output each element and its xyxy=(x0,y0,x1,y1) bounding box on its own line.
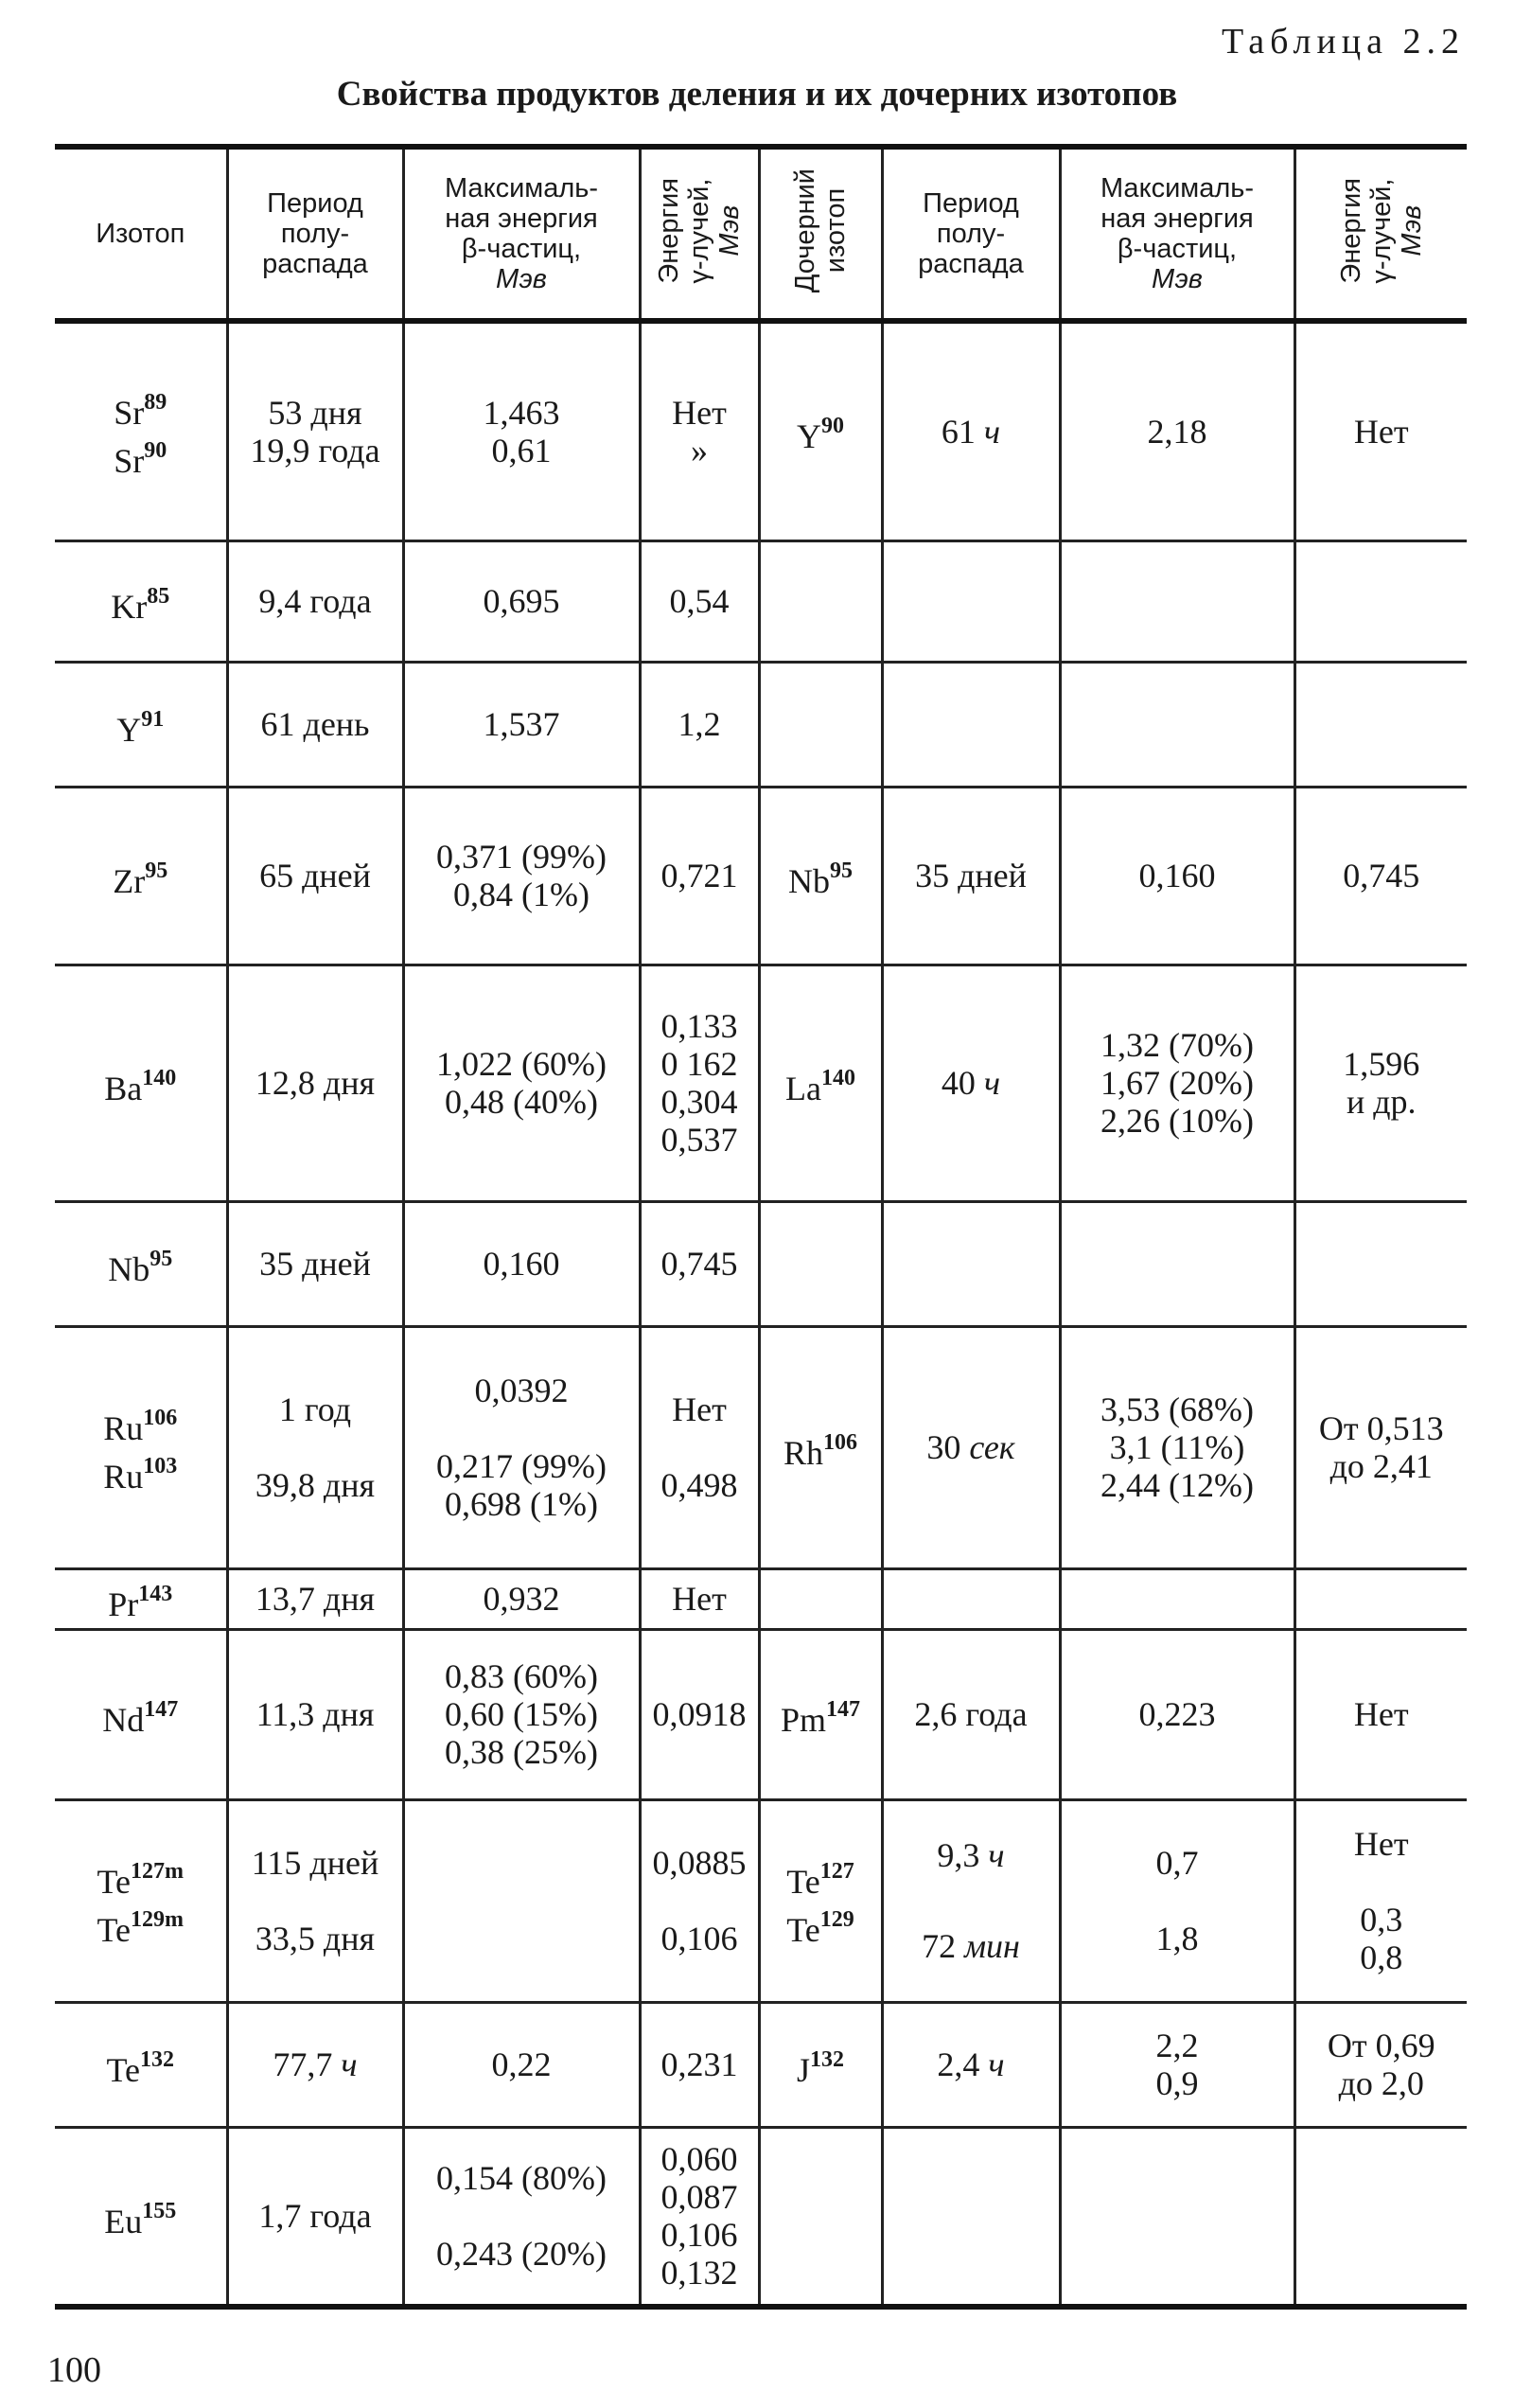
isotope-symbol: Nb$^{95}$ xyxy=(108,1246,173,1288)
cell-daughter-half-life: 61 ч xyxy=(882,321,1060,540)
cell-max-beta-energy xyxy=(403,1799,640,2002)
cell-daughter-half-life: 2,4 ч xyxy=(882,2002,1060,2127)
cell-daughter-gamma-energy xyxy=(1294,540,1467,662)
cell-gamma-energy: 0,133 0 162 0,304 0,537 xyxy=(640,965,759,1201)
cell-isotope xyxy=(55,1629,227,1799)
header-daughter-gamma-energy: Энергия γ-лучей, Мэв xyxy=(1294,147,1467,321)
cell-daughter-isotope xyxy=(759,2127,882,2307)
cell-daughter-isotope xyxy=(759,1201,882,1326)
cell-max-beta-energy: 1,537 xyxy=(403,662,640,787)
isotope-symbol: Ru$^{106}$ xyxy=(103,1406,178,1447)
cell-daughter-half-life: 40 ч xyxy=(882,965,1060,1201)
cell-isotope xyxy=(55,1799,227,2002)
cell-isotope xyxy=(55,787,227,965)
cell-daughter-half-life: 9,3 ч 72 мин xyxy=(882,1799,1060,2002)
cell-gamma-energy: 0,54 xyxy=(640,540,759,662)
cell-daughter-gamma-energy xyxy=(1294,2127,1467,2307)
table-row xyxy=(55,1201,1467,1326)
cell-isotope xyxy=(55,540,227,662)
isotope-symbol: $Te^{127m}$ xyxy=(97,1859,184,1901)
isotope-symbol: $Y^{91}$ xyxy=(116,706,165,749)
cell-gamma-energy: 0,231 xyxy=(640,2002,759,2127)
cell-daughter-max-beta-energy: 3,53 (68%) 3,1 (11%) 2,44 (12%) xyxy=(1060,1326,1294,1568)
cell-half-life: 11,3 дня xyxy=(227,1629,403,1799)
cell-half-life: 1,7 года xyxy=(227,2127,403,2307)
cell-daughter-gamma-energy: Нет xyxy=(1294,321,1467,540)
isotope-symbol: Nd$^{147}$ xyxy=(102,1696,179,1739)
cell-isotope xyxy=(55,1326,227,1568)
cell-isotope xyxy=(55,1201,227,1326)
isotope-symbol: Zr$^{95}$ xyxy=(113,858,168,900)
cell-daughter-gamma-energy: От 0,513 до 2,41 xyxy=(1294,1326,1467,1568)
isotope-symbol: Te$^{127}$ xyxy=(786,1859,854,1901)
cell-half-life: 1 год 39,8 дня xyxy=(227,1326,403,1568)
cell-isotope xyxy=(55,1568,227,1629)
isotope-symbol: Rh$^{106}$ xyxy=(783,1429,857,1472)
isotope-symbol: Pr$^{143}$ xyxy=(108,1581,173,1623)
header-gamma-energy: Энергия γ-лучей, Мэв xyxy=(640,147,759,321)
cell-gamma-energy: 0,0918 xyxy=(640,1629,759,1799)
cell-max-beta-energy: 0,83 (60%) 0,60 (15%) 0,38 (25%) xyxy=(403,1629,640,1799)
header-daughter-isotope: Дочерний изотоп xyxy=(759,147,882,321)
cell-daughter-half-life xyxy=(882,540,1060,662)
cell-daughter-half-life: 35 дней xyxy=(882,787,1060,965)
isotope-symbol: La$^{140}$ xyxy=(785,1065,855,1107)
isotope-symbol: Nb$^{95}$ xyxy=(788,858,853,900)
cell-max-beta-energy: 0,154 (80%) 0,243 (20%) xyxy=(403,2127,640,2307)
page-number: 100 xyxy=(47,2350,101,2390)
cell-gamma-energy: 0,0885 0,106 xyxy=(640,1799,759,2002)
cell-daughter-isotope xyxy=(759,965,882,1201)
cell-max-beta-energy: 0,371 (99%) 0,84 (1%) xyxy=(403,787,640,965)
table-title: Свойства продуктов деления и их дочерних изотопов xyxy=(336,75,1178,114)
isotope-symbol: Te$^{132}$ xyxy=(106,2046,174,2089)
header-isotope: Изотоп xyxy=(55,147,227,321)
table-row xyxy=(55,1629,1467,1799)
cell-max-beta-energy: 0,160 xyxy=(403,1201,640,1326)
isotope-symbol: Te$^{129}$ xyxy=(786,1907,854,1949)
table-row xyxy=(55,1568,1467,1629)
cell-daughter-gamma-energy: От 0,69 до 2,0 xyxy=(1294,2002,1467,2127)
cell-daughter-half-life: 30 сек xyxy=(882,1326,1060,1568)
cell-gamma-energy: Нет xyxy=(640,1568,759,1629)
cell-half-life: 61 день xyxy=(227,662,403,787)
isotope-symbol: Ba$^{140}$ xyxy=(104,1065,177,1107)
cell-daughter-max-beta-energy xyxy=(1060,1568,1294,1629)
cell-isotope xyxy=(55,965,227,1201)
header-half-life: Период полу- распада xyxy=(227,147,403,321)
isotope-symbol: $J^{132}$ xyxy=(796,2046,844,2089)
cell-daughter-gamma-energy: 0,745 xyxy=(1294,787,1467,965)
cell-half-life: 35 дней xyxy=(227,1201,403,1326)
cell-daughter-max-beta-energy xyxy=(1060,2127,1294,2307)
cell-daughter-max-beta-energy: 0,223 xyxy=(1060,1629,1294,1799)
isotope-symbol: $Te^{129m}$ xyxy=(97,1907,184,1949)
cell-daughter-isotope xyxy=(759,662,882,787)
cell-daughter-isotope xyxy=(759,1326,882,1568)
cell-daughter-gamma-energy xyxy=(1294,1568,1467,1629)
table-row xyxy=(55,540,1467,662)
isotope-symbol: Ru$^{103}$ xyxy=(103,1454,178,1496)
isotope-symbol: Sr$^{89}$ xyxy=(114,389,167,432)
cell-max-beta-energy: 0,932 xyxy=(403,1568,640,1629)
cell-daughter-half-life xyxy=(882,662,1060,787)
table-row xyxy=(55,787,1467,965)
isotope-symbol: $Y^{90}$ xyxy=(797,414,844,456)
cell-daughter-max-beta-energy xyxy=(1060,540,1294,662)
cell-isotope xyxy=(55,321,227,540)
cell-half-life: 77,7 ч xyxy=(227,2002,403,2127)
cell-half-life: 115 дней 33,5 дня xyxy=(227,1799,403,2002)
table-row xyxy=(55,662,1467,787)
isotope-symbol: Kr$^{85}$ xyxy=(111,583,170,626)
cell-gamma-energy: Нет 0,498 xyxy=(640,1326,759,1568)
cell-daughter-gamma-energy xyxy=(1294,662,1467,787)
table-row xyxy=(55,1799,1467,2002)
cell-daughter-max-beta-energy: 0,160 xyxy=(1060,787,1294,965)
cell-daughter-isotope xyxy=(759,1568,882,1629)
cell-half-life: 65 дней xyxy=(227,787,403,965)
cell-daughter-half-life xyxy=(882,1568,1060,1629)
cell-daughter-isotope xyxy=(759,540,882,662)
header-daughter-half-life: Период полу- распада xyxy=(882,147,1060,321)
table-row xyxy=(55,2127,1467,2307)
cell-daughter-isotope xyxy=(759,1799,882,2002)
isotope-symbol: Pm$^{147}$ xyxy=(780,1696,861,1739)
cell-half-life: 53 дня 19,9 года xyxy=(227,321,403,540)
cell-max-beta-energy: 1,463 0,61 xyxy=(403,321,640,540)
table-row xyxy=(55,2002,1467,2127)
table-row xyxy=(55,1326,1467,1568)
cell-gamma-energy: Нет » xyxy=(640,321,759,540)
cell-gamma-energy: 0,721 xyxy=(640,787,759,965)
table-number: Таблица 2.2 xyxy=(1221,22,1465,62)
cell-daughter-gamma-energy: 1,596 и др. xyxy=(1294,965,1467,1201)
cell-max-beta-energy: 1,022 (60%) 0,48 (40%) xyxy=(403,965,640,1201)
cell-daughter-max-beta-energy: 2,2 0,9 xyxy=(1060,2002,1294,2127)
cell-daughter-half-life xyxy=(882,2127,1060,2307)
cell-gamma-energy: 0,060 0,087 0,106 0,132 xyxy=(640,2127,759,2307)
cell-max-beta-energy: 0,22 xyxy=(403,2002,640,2127)
cell-daughter-gamma-energy xyxy=(1294,1201,1467,1326)
cell-daughter-max-beta-energy: 0,7 1,8 xyxy=(1060,1799,1294,2002)
fission-products-table xyxy=(55,144,1467,2310)
header-max-beta-energy: Максималь- ная энергия β-частиц, Мэв xyxy=(403,147,640,321)
cell-daughter-isotope xyxy=(759,321,882,540)
table-row xyxy=(55,321,1467,540)
cell-isotope xyxy=(55,2002,227,2127)
cell-daughter-gamma-energy: Нет 0,3 0,8 xyxy=(1294,1799,1467,2002)
cell-daughter-isotope xyxy=(759,787,882,965)
cell-gamma-energy: 1,2 xyxy=(640,662,759,787)
isotope-symbol: Sr$^{90}$ xyxy=(114,437,167,480)
header-row xyxy=(55,147,1467,321)
cell-half-life: 13,7 дня xyxy=(227,1568,403,1629)
cell-half-life: 12,8 дня xyxy=(227,965,403,1201)
cell-daughter-isotope xyxy=(759,1629,882,1799)
cell-daughter-max-beta-energy xyxy=(1060,662,1294,787)
cell-half-life: 9,4 года xyxy=(227,540,403,662)
cell-daughter-isotope xyxy=(759,2002,882,2127)
cell-daughter-max-beta-energy: 2,18 xyxy=(1060,321,1294,540)
cell-gamma-energy: 0,745 xyxy=(640,1201,759,1326)
cell-daughter-max-beta-energy xyxy=(1060,1201,1294,1326)
cell-daughter-max-beta-energy: 1,32 (70%) 1,67 (20%) 2,26 (10%) xyxy=(1060,965,1294,1201)
cell-isotope xyxy=(55,2127,227,2307)
cell-daughter-gamma-energy: Нет xyxy=(1294,1629,1467,1799)
cell-daughter-half-life xyxy=(882,1201,1060,1326)
cell-max-beta-energy: 0,0392 0,217 (99%) 0,698 (1%) xyxy=(403,1326,640,1568)
header-daughter-max-beta-energy: Максималь- ная энергия β-частиц, Мэв xyxy=(1060,147,1294,321)
cell-isotope xyxy=(55,662,227,787)
cell-max-beta-energy: 0,695 xyxy=(403,540,640,662)
isotope-symbol: Eu$^{155}$ xyxy=(104,2198,177,2240)
cell-daughter-half-life: 2,6 года xyxy=(882,1629,1060,1799)
table-row xyxy=(55,965,1467,1201)
